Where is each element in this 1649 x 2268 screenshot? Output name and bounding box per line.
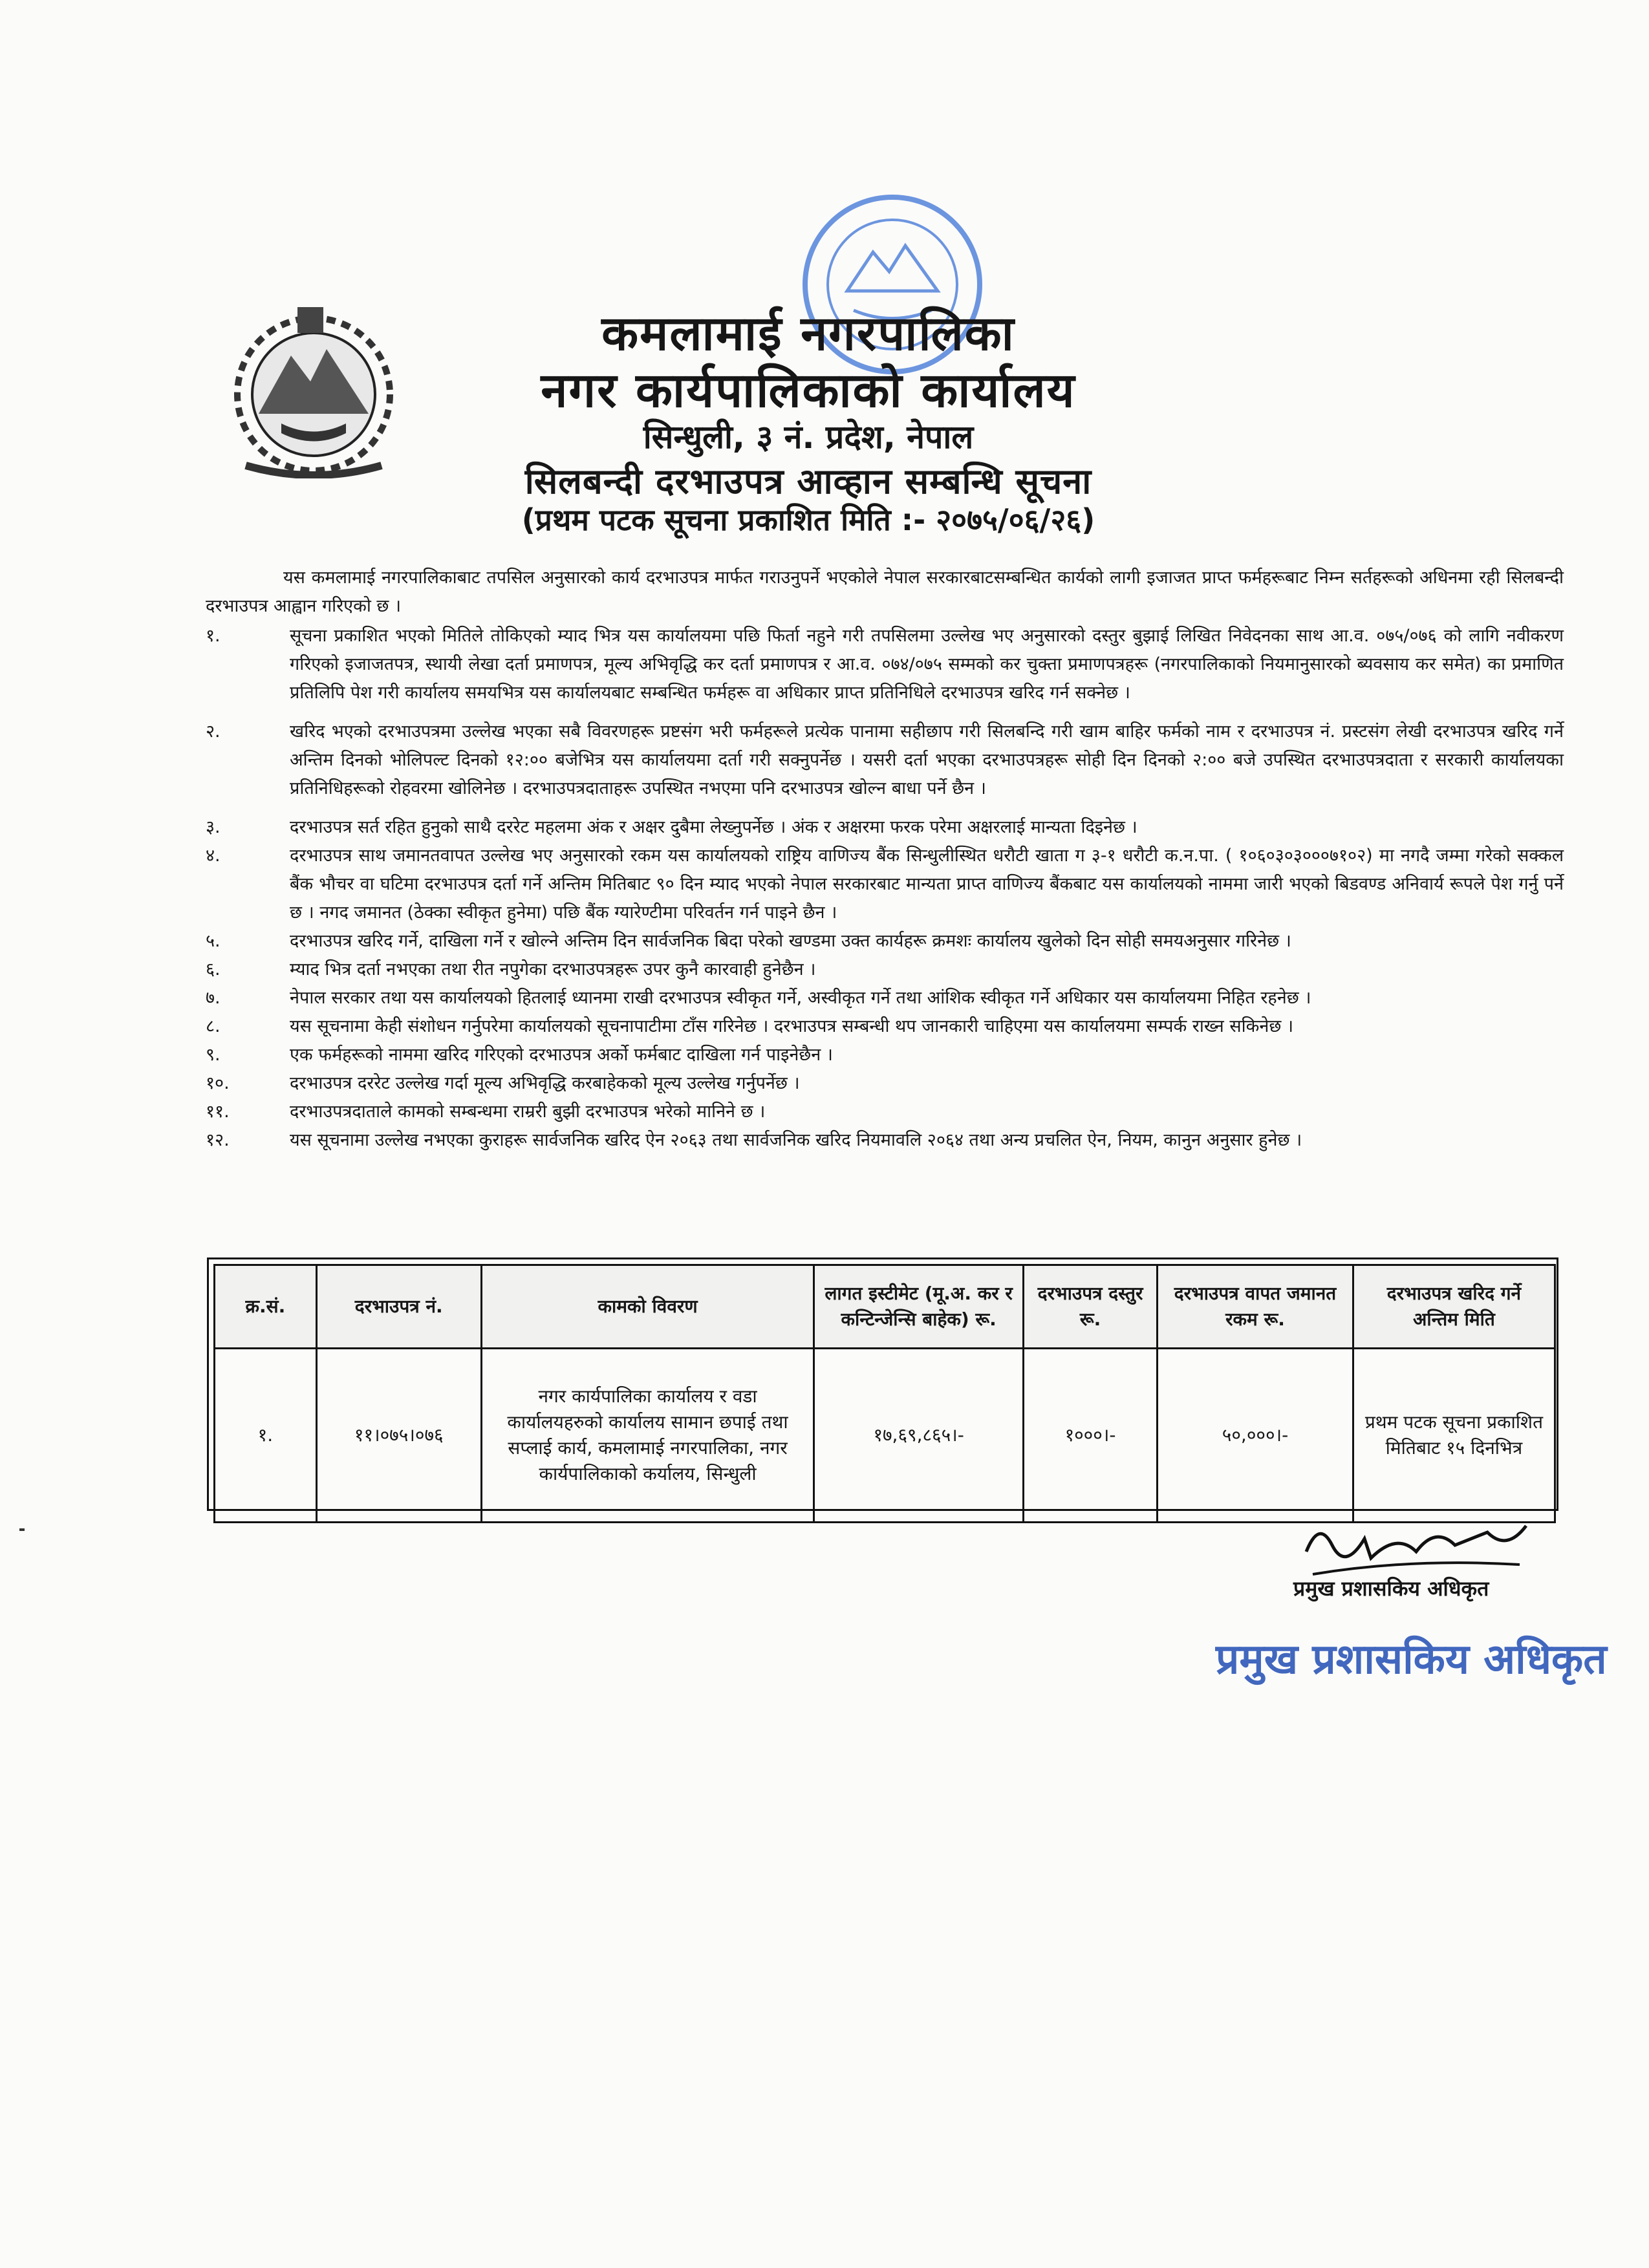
signature-icon xyxy=(1293,1513,1539,1584)
office-address: सिन्धुली, ३ नं. प्रदेश, नेपाल xyxy=(643,418,974,456)
nepal-emblem-icon xyxy=(220,284,407,478)
scan-mark xyxy=(19,1528,25,1531)
condition-item: १२. यस सूचनामा उल्लेख नभएका कुराहरू सार्वजनिक खरिद ऐन २०६३ तथा सार्वजनिक खरिद नियमावलि २०६४ तथा अन्य प्रचलित ऐन, नियम, कानुन अनुसार हुनेछ । xyxy=(206,1130,1302,1150)
condition-item: १. सूचना प्रकाशित भएको मितिले तोकिएको म्याद भित्र यस कार्यालयमा पछि फिर्ता नहुने गरी तपसिलमा उल्लेख भए अनुसारको दस्तुर बुझाई लिखित निवेदनका साथ आ.व. ०७५/०७६ को लागि नवीकरण गरिएको इजाजतपत्र, स्थायी लेखा दर्ता प्रमाणपत्र, मूल्य अभिवृद्धि कर दर्ता प्रमाणपत्र र आ.व. ०७४/०७५ सम्मको कर चुक्ता प्रमाणपत्रहरू (नगरपालिकाको नियमानुसारको ब्यवसाय कर समेत) का प्रमाणित प्रतिलिपि पेश गरी कार्यालय समयभित्र यस कार्यालयबाट सम्बन्धित फर्महरू वा अधिकार प्राप्त प्रतिनिधिले दरभाउपत्र खरिद गर्न सक्नेछ । xyxy=(206,626,1564,703)
table-header-row xyxy=(215,1265,1555,1349)
tender-table xyxy=(213,1264,1556,1523)
municipality-title: कमलामाई नगरपालिका xyxy=(601,306,1015,361)
notice-date: (प्रथम पटक सूचना प्रकाशित मिति :- २०७५/०६/२६) xyxy=(521,502,1095,537)
designation-stamp: प्रमुख प्रशासकिय अधिकृत xyxy=(1216,1636,1607,1684)
condition-item: ३. दरभाउपत्र सर्त रहित हुनुको साथै दररेट महलमा अंक र अक्षर दुबैमा लेख्नुपर्नेछ । अंक र अक्षरमा फरक परेमा अक्षरलाई मान्यता दिइनेछ । xyxy=(206,817,1137,837)
cell-deadline: प्रथम पटक सूचना प्रकाशित मितिबाट १५ दिनभित्र xyxy=(1353,1349,1555,1523)
table-row xyxy=(215,1349,1555,1523)
office-title: नगर कार्यपालिकाको कार्यालय xyxy=(541,363,1076,418)
condition-item: ६. म्याद भित्र दर्ता नभएका तथा रीत नपुगेका दरभाउपत्रहरू उपर कुनै कारवाही हुनेछैन । xyxy=(206,959,816,979)
condition-item: ४. दरभाउपत्र साथ जमानतवापत उल्लेख भए अनुसारको रकम यस कार्यालयको राष्ट्रिय वाणिज्य बैंक सिन्धुलीस्थित धरौटी खाता ग ३-१ धरौटी क.न.पा. ( १०६०३०३०००७१०२) मा नगदै जम्मा गरेको सक्कल बैंक भौचर वा घटिमा दरभाउपत्र दर्ता गर्ने अन्तिम मितिबाट ९० दिन म्याद भएको नेपाल सरकारबाट मान्यता प्राप्त वाणिज्य बैंकबाट यस कार्यालयको नाममा जारी भएको बिडवण्ड अनिवार्य रूपले पेश गर्नु पर्ने छ । नगद जमानत (ठेक्का स्वीकृत हुनेमा) पछि बैंक ग्यारेण्टीमा परिवर्तन गर्न पाइने छैन । xyxy=(206,846,1564,923)
condition-item: ५. दरभाउपत्र खरिद गर्ने, दाखिला गर्ने र खोल्ने अन्तिम दिन सार्वजनिक बिदा परेको खण्डमा उक्त कार्यहरू क्रमशः कार्यालय खुलेको दिन सोही समयअनुसार गरिनेछ । xyxy=(206,931,1291,951)
notice-title: सिलबन्दी दरभाउपत्र आव्हान सम्बन्धि सूचना xyxy=(524,461,1092,502)
condition-item: ११. दरभाउपत्रदाताले कामको सम्बन्धमा राम्ररी बुझी दरभाउपत्र भरेको मानिने छ । xyxy=(206,1102,766,1122)
col-estimate: लागत इस्टीमेट (मू.अ. कर र कन्टिन्जेन्सि बाहेक) रू. xyxy=(814,1265,1024,1349)
cell-estimate: १७,६९,८६५।- xyxy=(814,1349,1024,1523)
condition-item: ७. नेपाल सरकार तथा यस कार्यालयको हितलाई ध्यानमा राखी दरभाउपत्र स्वीकृत गर्ने, अस्वीकृत गर्ने तथा आंशिक स्वीकृत गर्ने अधिकार यस कार्यालयमा निहित रहनेछ । xyxy=(206,988,1311,1008)
cell-tender-no: ११।०७५।०७६ xyxy=(316,1349,481,1523)
col-serial: क्र.सं. xyxy=(215,1265,317,1349)
col-tender-no: दरभाउपत्र नं. xyxy=(316,1265,481,1349)
condition-item: ९. एक फर्महरूको नाममा खरिद गरिएको दरभाउपत्र अर्को फर्मबाट दाखिला गर्न पाइनेछैन । xyxy=(206,1045,834,1065)
condition-item: ८. यस सूचनामा केही संशोधन गर्नुपरेमा कार्यालयको सूचनापाटीमा टाँस गरिनेछ । दरभाउपत्र सम्बन्धी थप जानकारी चाहिएमा यस कार्यालयमा सम्पर्क राख्न सकिनेछ । xyxy=(206,1016,1294,1036)
intro-paragraph: यस कमलामाई नगरपालिकाबाट तपसिल अनुसारको कार्य दरभाउपत्र मार्फत गराउनुपर्ने भएकोले नेपाल सरकारबाटसम्बन्धित कार्यको लागी इजाजत प्राप्त फर्महरूबाट निम्न सर्तहरूको अधिनमा रही सिलबन्दी दरभाउपत्र आह्वान गरिएको छ । xyxy=(206,568,1564,616)
signatory-title: प्रमुख प्रशासकिय अधिकृत xyxy=(1293,1576,1489,1601)
col-fee: दरभाउपत्र दस्तुर रू. xyxy=(1023,1265,1157,1349)
col-deadline: दरभाउपत्र खरिद गर्ने अन्तिम मिति xyxy=(1353,1265,1555,1349)
condition-item: २. खरिद भएको दरभाउपत्रमा उल्लेख भएका सबै विवरणहरू प्रष्टसंग भरी फर्महरूले प्रत्येक पानामा सहीछाप गरी सिलबन्दि गरी खाम बाहिर फर्मको नाम र दरभाउपत्र नं. प्रस्टसंग लेखी दरभाउपत्र खरिद गर्ने अन्तिम दिनको भोलिपल्ट दिनको १२:०० बजेभित्र यस कार्यालयमा दर्ता गरी सक्नुपर्नेछ । यसरी दर्ता भएका दरभाउपत्रहरू सोही दिन दिनको २:०० बजे उपस्थित दरभाउपत्रदाता र सरकारी कार्यालयका प्रतिनिधिहरूको रोहवरमा खोलिनेछ । दरभाउपत्रदाताहरू उपस्थित नभएमा पनि दरभाउपत्र खोल्न बाधा पर्ने छैन । xyxy=(206,722,1564,798)
cell-fee: १०००।- xyxy=(1023,1349,1157,1523)
condition-item: १०. दरभाउपत्र दररेट उल्लेख गर्दा मूल्य अभिवृद्धि करबाहेकको मूल्य उल्लेख गर्नुपर्नेछ । xyxy=(206,1073,800,1093)
conditions-list xyxy=(206,622,1564,1155)
col-security: दरभाउपत्र वापत जमानत रकम रू. xyxy=(1158,1265,1353,1349)
cell-description: नगर कार्यपालिका कार्यालय र वडा कार्यालयहरुको कार्यालय सामान छपाई तथा सप्लाई कार्य, कमलामाई नगरपालिका, नगर कार्यपालिकाको कर्यालय, सिन्धुली xyxy=(481,1349,814,1523)
cell-serial: १. xyxy=(215,1349,317,1523)
col-description: कामको विवरण xyxy=(481,1265,814,1349)
cell-security: ५०,०००।- xyxy=(1158,1349,1353,1523)
